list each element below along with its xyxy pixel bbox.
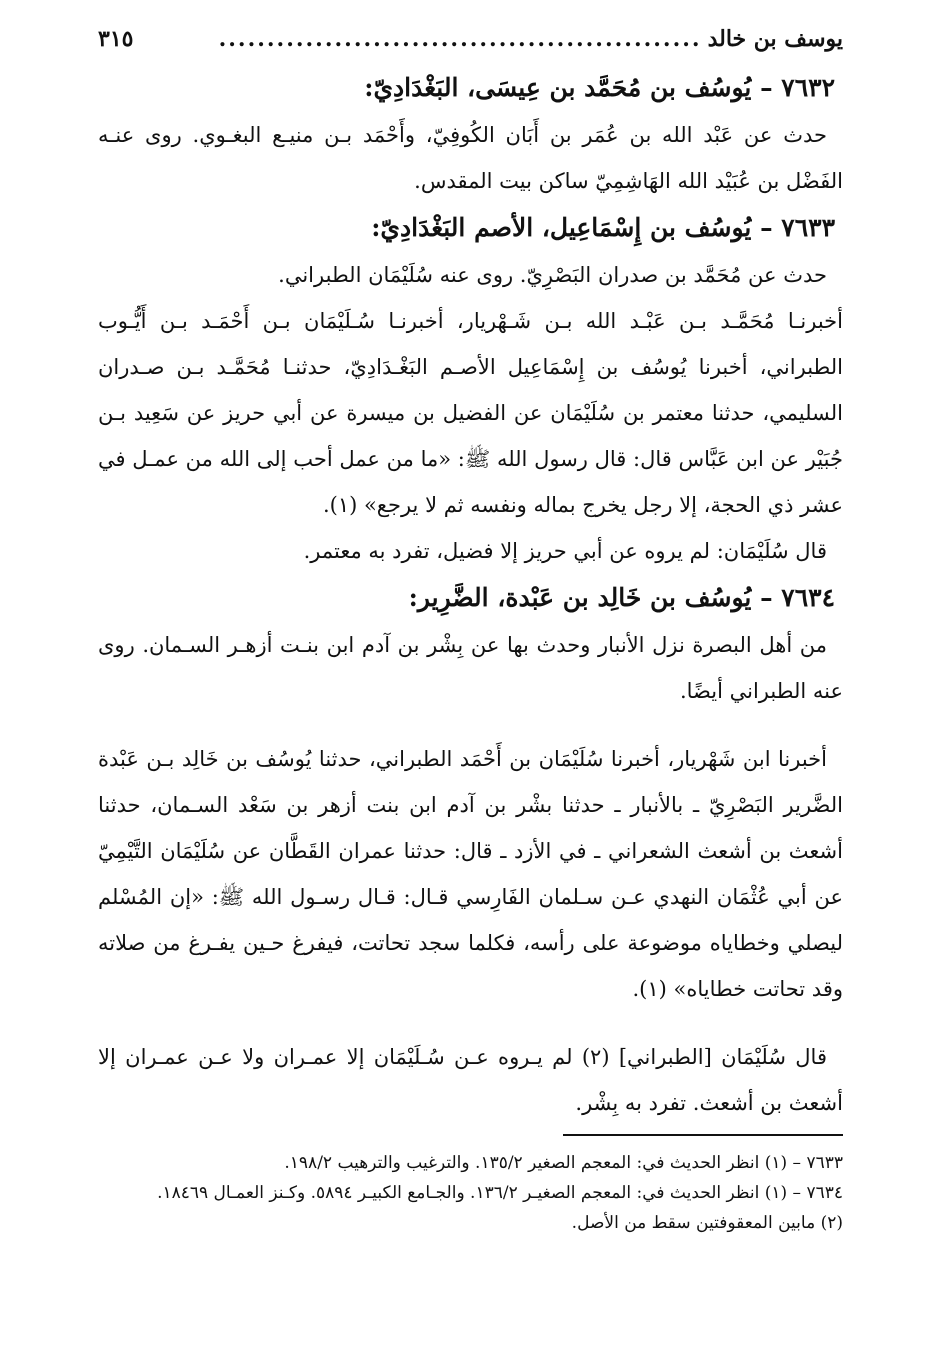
entry-7634 — [98, 576, 843, 1126]
entry-title: ٧٦٣٤ – يُوسُف بن خَالِد بن عَبْدة، الضَّرِير: — [408, 583, 835, 612]
entry-text: حدث عن عَبْد الله بن عُمَر بن أَبَان الكُوفِيّ، وأَحْمَد بـن منيـع البغـوي. روى عنـه الفَضْل بن عُبَيْد الله الهَاشِمِيّ ساكن بيت المقدس. — [98, 123, 843, 193]
entry-7632 — [98, 66, 843, 204]
page-number: ٣١٥ — [98, 26, 134, 52]
footnote: ٧٦٣٤ – (١) انظر الحديث في: المعجم الصغيـر ١٣٦/٢. والجـامع الكبيـر ٥٨٩٤. وكـنز العمـال ١٨٤٦٩. — [157, 1183, 843, 1203]
entry-note: قال سُلَيْمَان: لم يروه عن أبي حريز إلا فضيل، تفرد به معتمر. — [303, 539, 827, 563]
hadith-text: أخبرنا ابن شَهْريار، أخبرنا سُلَيْمَان بن أَحْمَد الطبراني، حدثنا يُوسُف بن خَالِد بـن عَبْدة الضَّرير البَصْرِيّ ـ بالأنبار ـ حدثنا بشْر بن آدم ابن بنت أزهر بن سَعْد السـمان، حدثنا أشعث بن أشعث الشعراني ـ في الأزد ـ قال: حدثنا عمران القَطَّان عن سُلَيْمَان التَّيْمِيّ عن أبي عُثْمَان النهدي عـن سـلمان الفَارِسي قـال: قـال رسـول الله ﷺ: «إن المُسْلم ليصلي وخطاياه موضوعة على رأسه، فكلما سجد تحاتت، فيفرغ حـين يفـرغ من صلاته وقد تحاتت خطاياه» (١). — [98, 747, 843, 1001]
entry-text: حدث عن مُحَمَّد بن صدران البَصْرِيّ. روى عنه سُلَيْمَان الطبراني. — [278, 263, 827, 287]
footnotes — [98, 1148, 843, 1238]
entry-note: قال سُلَيْمَان [الطبراني] (٢) لم يـروه عـن سُـلَيْمَان إلا عمـران ولا عـن عمـران إلا أشعث بن أشعث. تفرد به بِشْر. — [98, 1045, 843, 1115]
entry-text: من أهل البصرة نزل الأنبار وحدث بها عن بِشْر بن آدم ابن بنـت أزهـر السـمان. روى عنه الطبراني أيضًا. — [98, 633, 843, 703]
running-header — [98, 26, 843, 60]
entry-title: ٧٦٣٢ – يُوسُف بن مُحَمَّد بن عِيسَى، البَغْدَادِيّ: — [364, 73, 835, 102]
hadith-text: أخبرنـا مُحَمَّـد بـن عَبْـد الله بـن شَـهْريار، أخبرنـا سُـلَيْمَان بـن أَحْمَـد بـن أَيُّـوب الطبراني، أخبرنا يُوسُف بن إِسْمَاعِيل الأصـم البَغْـدَادِيّ، حدثنـا مُحَمَّـد بـن صـدران السليمي، حدثنا معتمر بن سُلَيْمَان عن الفضيل بن ميسرة عن أبي حريز عن سَعِيد بـن جُبَيْر عن ابن عَبَّاس قال: قال رسول الله ﷺ: «ما من عمل أحب إلى الله من عمـل في عشر ذي الحجة، إلا رجل يخرج بماله ونفسه ثم لا يرجع» (١). — [98, 309, 843, 517]
footnote: (٢) مابين المعقوفتين سقط من الأصل. — [571, 1213, 843, 1233]
footnote: ٧٦٣٣ – (١) انظر الحديث في: المعجم الصغير ١٣٥/٢. والترغيب والترهيب ١٩٨/٢. — [284, 1153, 843, 1173]
entry-title: ٧٦٣٣ – يُوسُف بن إِسْمَاعِيل، الأصم البَغْدَادِيّ: — [371, 213, 835, 242]
header-dots: .................................................. — [218, 26, 702, 52]
spacer — [98, 1012, 843, 1034]
header-title: يوسف بن خالد — [707, 26, 843, 52]
entry-7633 — [98, 206, 843, 574]
footnote-divider — [563, 1134, 843, 1136]
spacer — [98, 714, 843, 736]
